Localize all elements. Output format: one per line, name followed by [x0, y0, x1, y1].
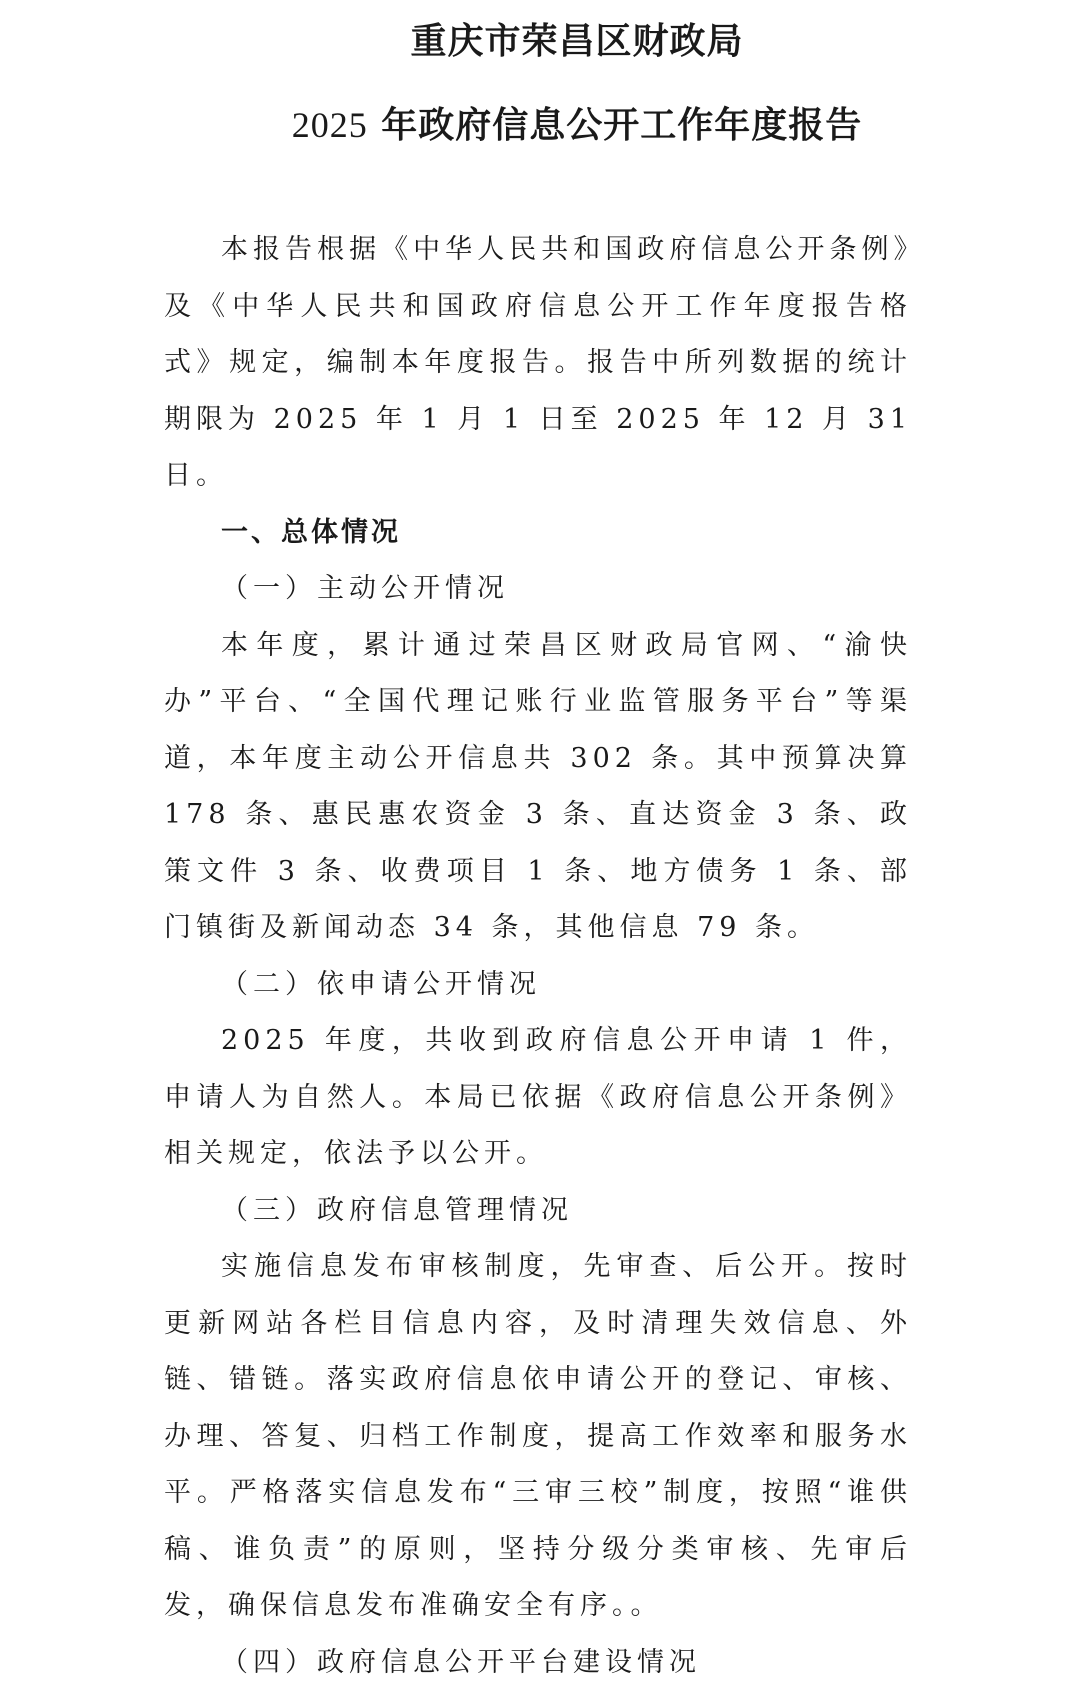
subsection-heading-proactive: （一）主动公开情况 [164, 561, 912, 618]
intro-paragraph: 本报告根据《中华人民共和国政府信息公开条例》及《中华人民共和国政府信息公开工作年度报告格式》规定，编制本年度报告。报告中所列数据的统计期限为 2025 年 1 月 1 日至 2025 年 12 月 31 日。 [164, 222, 912, 505]
report-body [164, 222, 912, 1691]
subsection-heading-on-request: （二）依申请公开情况 [164, 957, 912, 1014]
subsection-heading-management: （三）政府信息管理情况 [164, 1183, 912, 1240]
report-title-line1: 重庆市荣昌区财政局 [0, 20, 1074, 64]
report-title-line2 [0, 103, 1074, 148]
on-request-paragraph: 2025 年度，共收到政府信息公开申请 1 件，申请人为自然人。本局已依据《政府信息公开条例》相关规定，依法予以公开。 [164, 1013, 912, 1183]
section-heading-overview: 一、总体情况 [164, 505, 912, 562]
report-title-year: 2025 [292, 105, 368, 145]
management-paragraph: 实施信息发布审核制度，先审查、后公开。按时更新网站各栏目信息内容，及时清理失效信息、外链、错链。落实政府信息依申请公开的登记、审核、办理、答复、归档工作制度，提高工作效率和服务水平。严格落实信息发布“三审三校”制度，按照“谁供稿、谁负责”的原则，坚持分级分类审核、先审后发，确保信息发布准确安全有序。。 [164, 1239, 912, 1635]
proactive-disclosure-paragraph: 本年度，累计通过荣昌区财政局官网、“渝快办”平台、“全国代理记账行业监管服务平台”等渠道，本年度主动公开信息共 302 条。其中预算决算 178 条、惠民惠农资金 3 条、直达资金 3 条、政策文件 3 条、收费项目 1 条、地方债务 1 条、部门镇街及新闻动态 34 条，其他信息 79 条。 [164, 618, 912, 957]
subsection-heading-platform: （四）政府信息公开平台建设情况 [164, 1635, 912, 1691]
report-title-rest: 年政府信息公开工作年度报告 [368, 105, 863, 146]
